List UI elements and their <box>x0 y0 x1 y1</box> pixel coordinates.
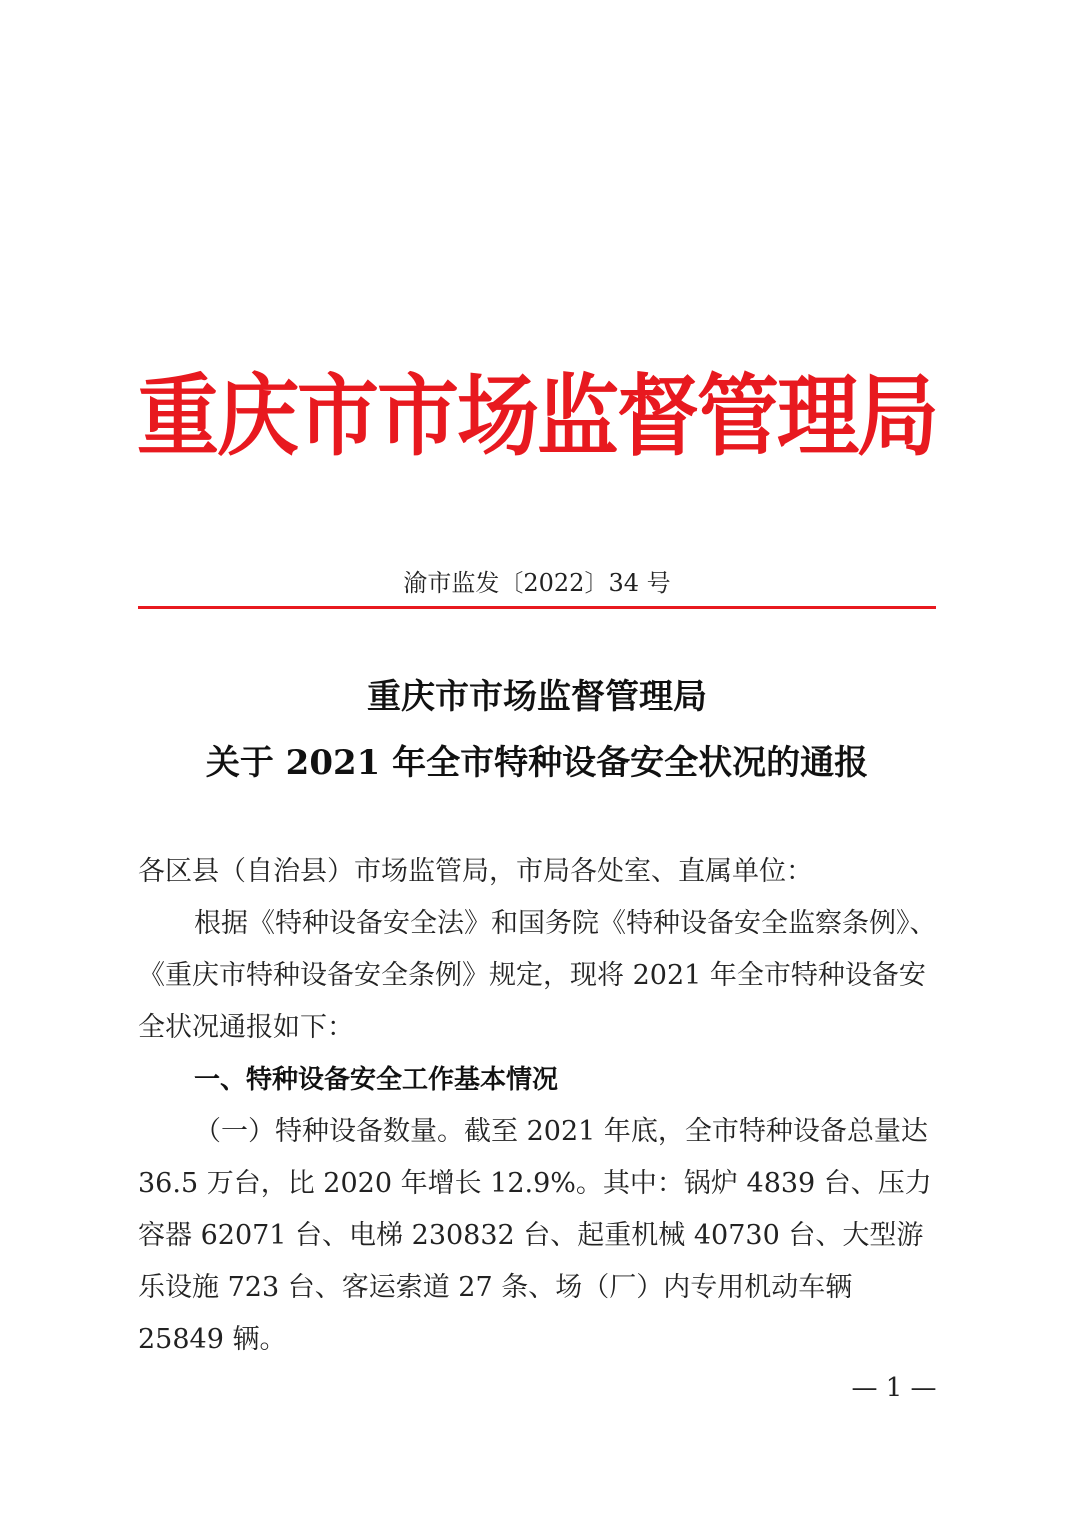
section-heading: 一、特种设备安全工作基本情况 <box>194 1065 559 1095</box>
document-number: 渝市监发〔2022〕34 号 <box>403 569 671 597</box>
paragraph-intro: 根据《特种设备安全法》和国务院《特种设备安全监察条例》、《重庆市特种设备安全条例》规定，现将 2021 年全市特种设备安全状况通报如下： <box>138 908 937 1043</box>
issuer-header: 重庆市市场监督管理局 <box>136 365 937 469</box>
document-title-line-1: 重庆市市场监督管理局 <box>367 677 707 717</box>
page-number: — 1 — <box>851 1373 937 1403</box>
red-divider-line <box>138 606 936 609</box>
document-title-line-2: 关于 2021 年全市特种设备安全状况的通报 <box>205 743 869 783</box>
salutation: 各区县（自治县）市场监管局，市局各处室、直属单位： <box>138 856 813 887</box>
paragraph-equipment-count: （一）特种设备数量。截至 2021 年底，全市特种设备总量达 36.5 万台，比 2020 年增长 12.9%。其中：锅炉 4839 台、压力容器 62071 台、电梯 230832 台、起重机械 40730 台、大型游乐设施 723 台、客运索道 27 条、场（厂）内专用机动车辆 25849 辆。 <box>138 1116 932 1355</box>
